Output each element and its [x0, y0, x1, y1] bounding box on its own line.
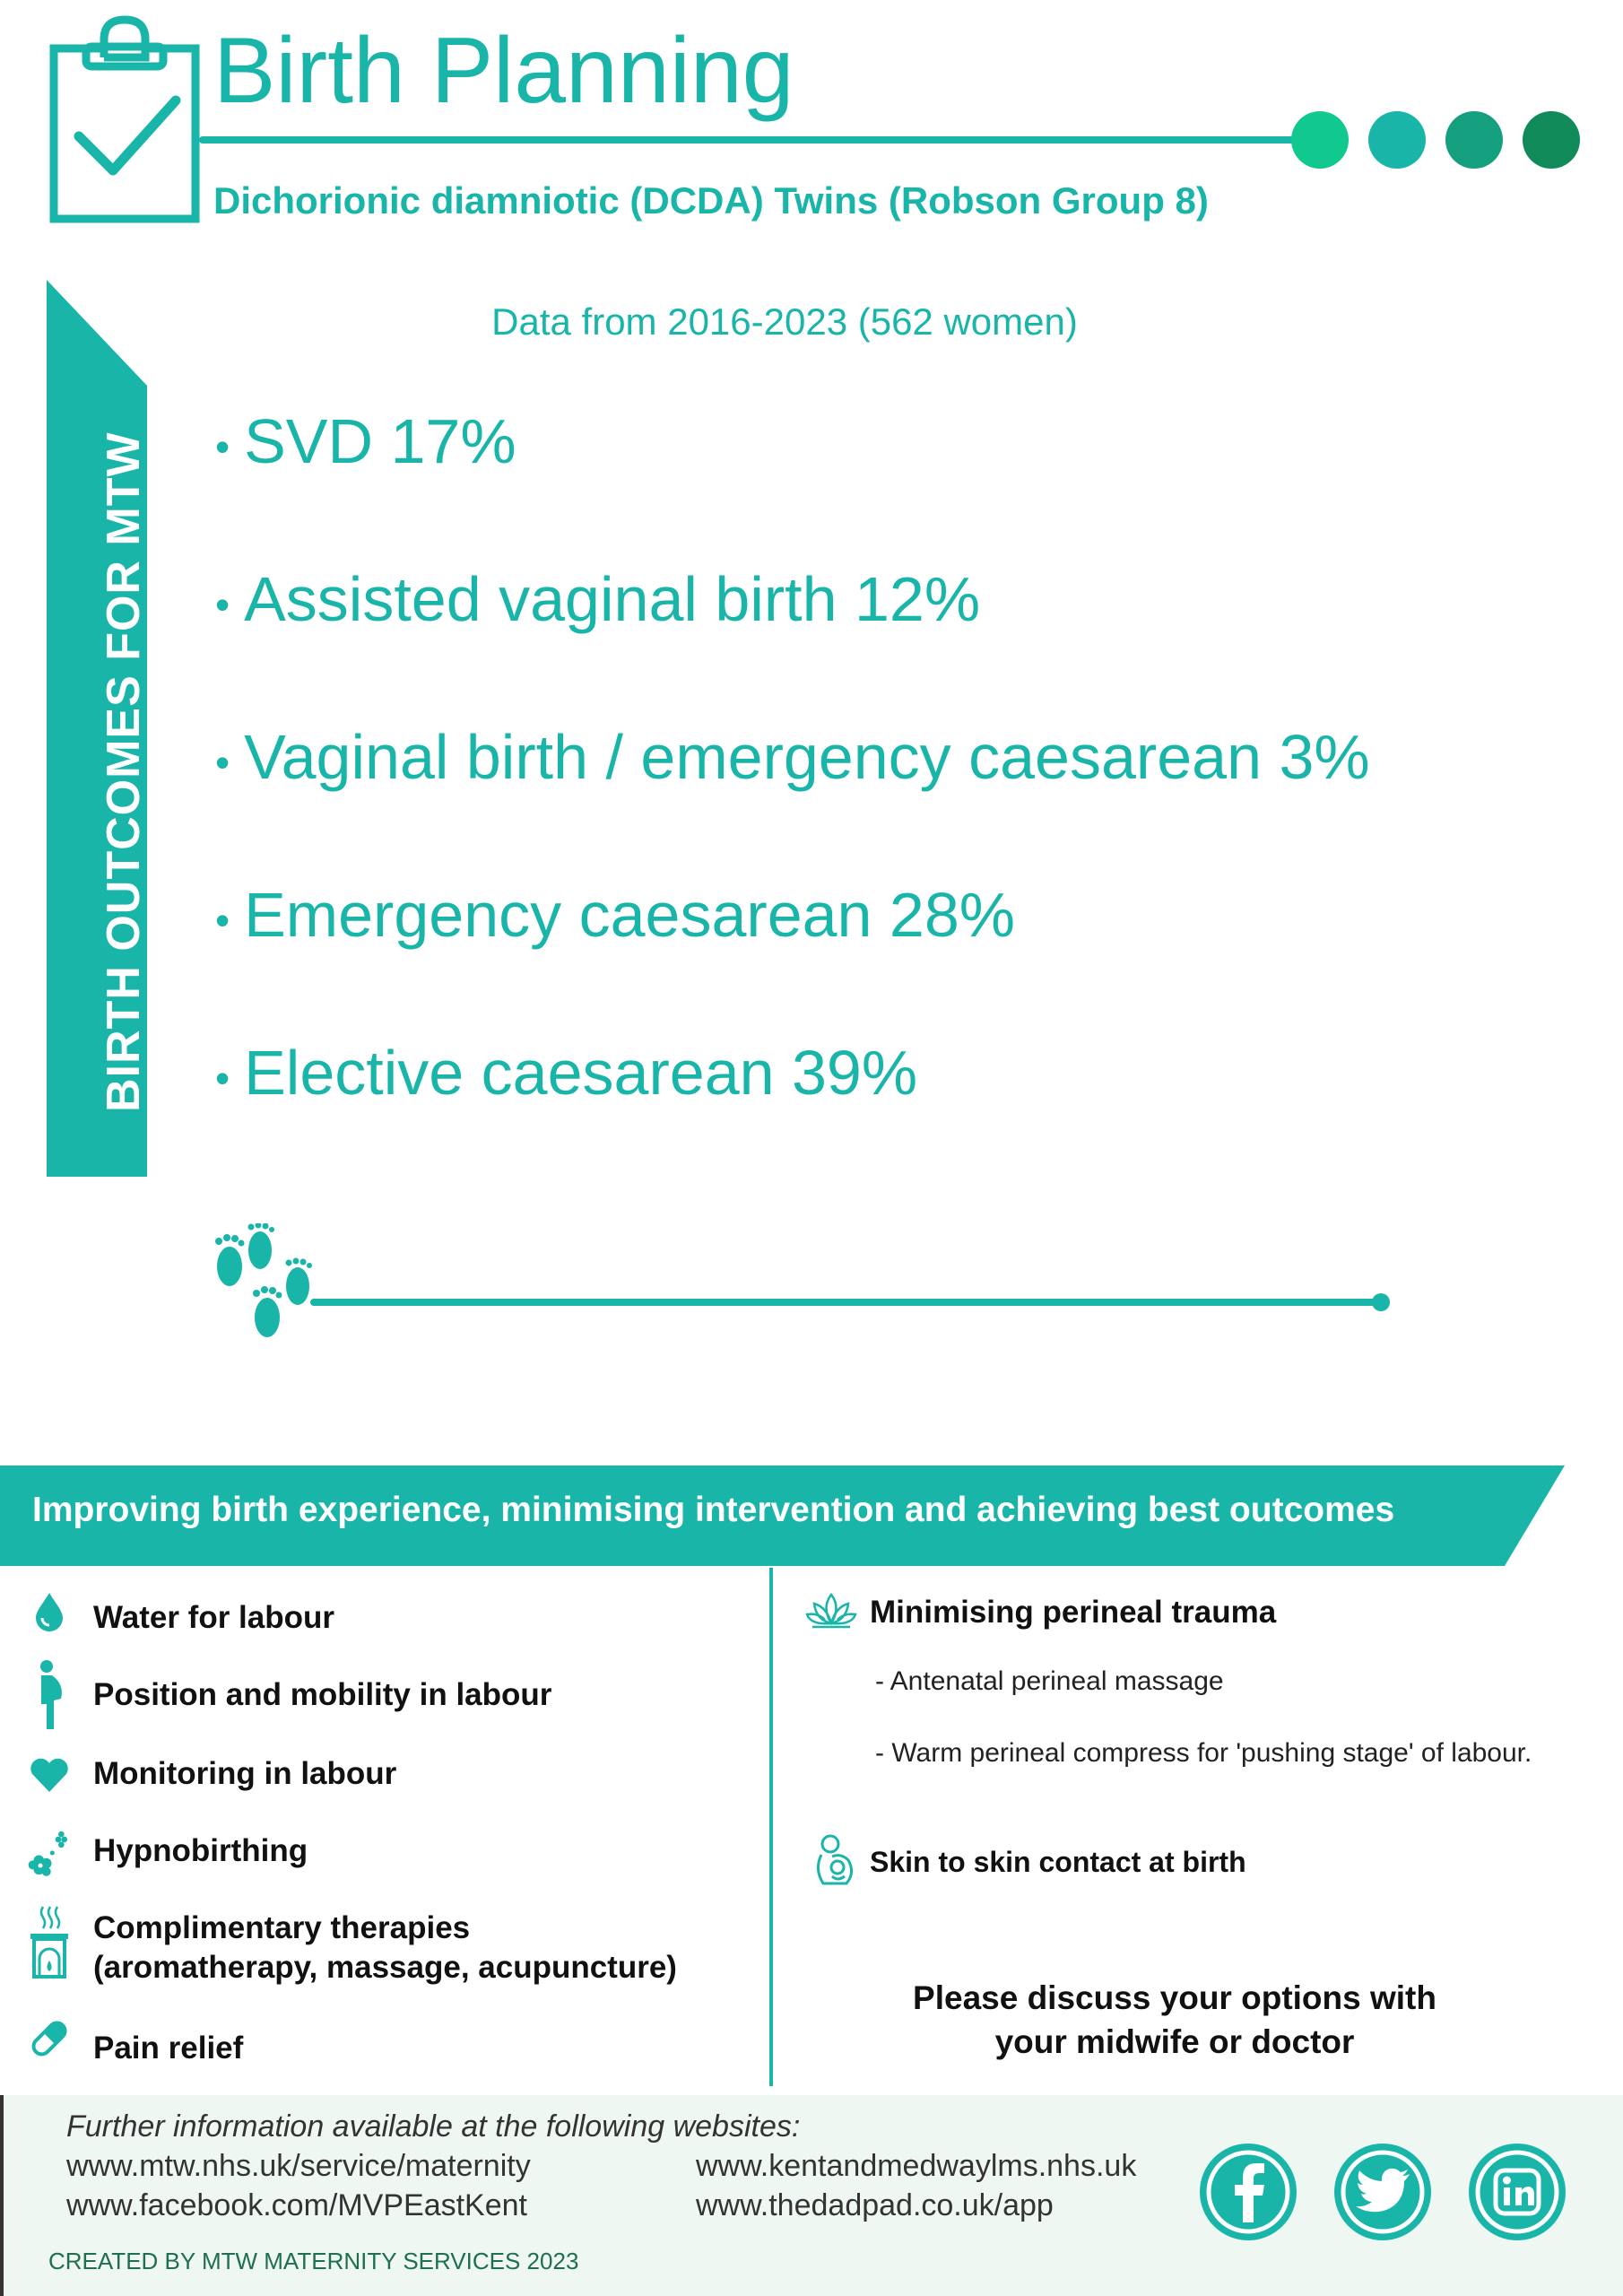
- improve-item-water: Water for labour: [93, 1600, 334, 1635]
- outcome-label: SVD 17%: [244, 406, 516, 476]
- outcome-label: Vaginal birth / emergency caesarean 3%: [244, 722, 1370, 792]
- page-subtitle: Dichorionic diamniotic (DCDA) Twins (Robson Group 8): [213, 179, 1209, 222]
- link-dadpad[interactable]: www.thedadpad.co.uk/app: [696, 2188, 1054, 2222]
- improve-item-pain-relief: Pain relief: [93, 2031, 244, 2066]
- discuss-line-1: Please discuss your options with: [913, 1979, 1436, 2016]
- improve-item-therapies: [93, 1909, 677, 1987]
- timeline-line: [310, 1299, 1377, 1306]
- lotus-icon: [805, 1589, 857, 1631]
- perineal-subitem: - Antenatal perineal massage: [875, 1666, 1224, 1696]
- improve-item-monitoring: Monitoring in labour: [93, 1756, 397, 1791]
- data-range: Data from 2016-2023 (562 women): [491, 300, 1078, 343]
- mother-baby-icon: [811, 1833, 859, 1889]
- outcome-item: • Assisted vaginal birth 12%: [215, 564, 981, 634]
- outcome-item: • Emergency caesarean 28%: [215, 880, 1016, 950]
- further-info-heading: Further information available at the following websites:: [66, 2109, 801, 2144]
- improve-item-position: Position and mobility in labour: [93, 1677, 552, 1712]
- link-kentandmedway[interactable]: www.kentandmedwaylms.nhs.uk: [696, 2149, 1137, 2183]
- header-dot-4: [1523, 111, 1580, 169]
- twitter-icon[interactable]: [1331, 2140, 1435, 2244]
- water-drop-icon: [27, 1589, 72, 1634]
- header-divider: [199, 136, 1313, 144]
- header-dot-3: [1445, 111, 1503, 169]
- facebook-icon[interactable]: [1196, 2140, 1300, 2244]
- discuss-line-2: your midwife or doctor: [994, 2022, 1355, 2060]
- footer-edge: [0, 2095, 4, 2296]
- header-dot-1: [1291, 111, 1349, 169]
- discuss-note: [870, 1977, 1480, 2065]
- outcome-label: Elective caesarean 39%: [244, 1038, 918, 1108]
- link-facebook-mvp[interactable]: www.facebook.com/MVPEastKent: [66, 2188, 528, 2222]
- flowers-icon: [27, 1826, 72, 1880]
- outcome-label: Assisted vaginal birth 12%: [244, 564, 981, 634]
- skin-to-skin-item: Skin to skin contact at birth: [870, 1846, 1246, 1878]
- baby-feet-icon: [204, 1223, 321, 1349]
- outcome-item: • SVD 17%: [215, 406, 516, 476]
- improve-item-therapies-label: Complimentary therapies: [93, 1910, 471, 1945]
- outcome-item: • Elective caesarean 39%: [215, 1038, 918, 1108]
- pregnant-woman-icon: [27, 1659, 72, 1731]
- timeline-end-dot: [1372, 1293, 1390, 1311]
- oil-burner-icon: [27, 1903, 72, 1984]
- outcome-item: • Vaginal birth / emergency caesarean 3%: [215, 722, 1370, 792]
- side-banner-label: BIRTH OUTCOMES FOR MTW: [98, 431, 150, 1112]
- page-title: Birth Planning: [213, 19, 794, 123]
- pill-icon: [27, 2016, 72, 2061]
- perineal-heading: Minimising perineal trauma: [870, 1595, 1277, 1630]
- improve-banner-label: Improving birth experience, minimising intervention and achieving best outcomes: [32, 1491, 1395, 1529]
- outcome-label: Emergency caesarean 28%: [244, 880, 1016, 950]
- column-divider: [769, 1568, 773, 2086]
- improve-item-hypnobirthing: Hypnobirthing: [93, 1833, 308, 1868]
- clipboard-check-icon: [41, 11, 212, 226]
- improve-item-therapies-detail: (aromatherapy, massage, acupuncture): [93, 1949, 677, 1985]
- heart-icon: [27, 1752, 72, 1797]
- header-dot-2: [1368, 111, 1426, 169]
- credit-line: CREATED BY MTW MATERNITY SERVICES 2023: [48, 2248, 579, 2274]
- perineal-subitem: - Warm perineal compress for 'pushing stage' of labour.: [875, 1738, 1532, 1768]
- linkedin-icon[interactable]: [1465, 2140, 1569, 2244]
- link-mtw[interactable]: www.mtw.nhs.uk/service/maternity: [66, 2149, 531, 2183]
